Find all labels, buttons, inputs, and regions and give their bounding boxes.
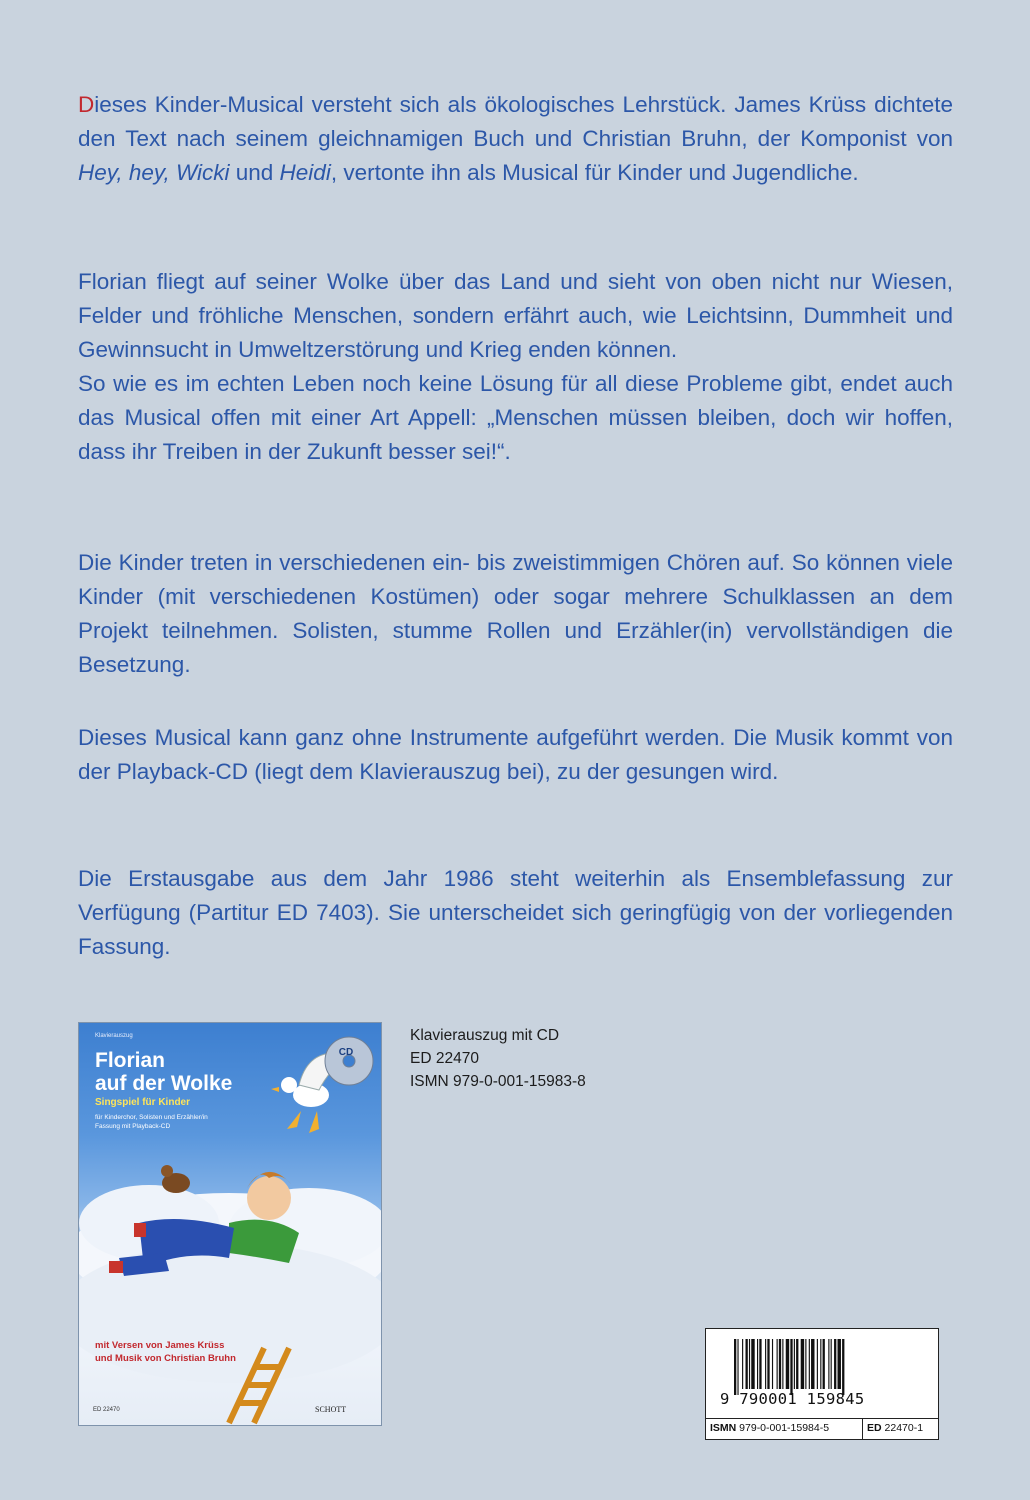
ismn-label: ISMN — [710, 1422, 737, 1434]
barcode-bar — [809, 1339, 810, 1389]
barcode-bar — [782, 1339, 783, 1389]
intro-paragraph — [78, 88, 953, 190]
product-ismn: ISMN 979-0-001-15983-8 — [410, 1073, 586, 1090]
barcode-bar — [742, 1339, 743, 1389]
title-heidi: Heidi — [279, 160, 331, 185]
barcode-bar — [779, 1339, 781, 1389]
story-text: Florian fliegt auf seiner Wolke über das Land und sieht von oben nicht nur Wiesen, Felder und fröhliche Menschen, sondern erfährt auch, wie Leichtsinn, Dummheit und Gewinnsucht in Umweltzerstörung und Krieg enden können. — [78, 269, 953, 362]
barcode-bar — [772, 1339, 773, 1389]
cover-edition-label: Klavierauszug — [95, 1033, 133, 1039]
cover-credits — [95, 1339, 236, 1365]
barcode-bar — [759, 1339, 761, 1389]
cover-title-line1: Florian — [95, 1049, 166, 1072]
cover-desc-line1: für Kinderchor, Solisten und Erzähler/in — [95, 1114, 208, 1121]
drop-initial: D — [78, 92, 95, 117]
ismn-value: 979-0-001-15984-5 — [739, 1422, 830, 1434]
cd-badge: CD — [338, 1047, 354, 1058]
barcode-vertical-divider — [862, 1418, 863, 1439]
cover-description — [95, 1113, 208, 1131]
intro-text-a: ieses Kinder-Musical versteht sich als ökologisches Lehrstück. James Krüss dichtete den Text nach seinem gleichnamigen Buch und Christian Bruhn, der Komponist von — [78, 92, 953, 151]
barcode-bar — [796, 1339, 798, 1389]
barcode-digits: 9 790001 159845 — [720, 1390, 865, 1408]
ed-value: 22470-1 — [884, 1422, 924, 1434]
cover-credits-line1: mit Versen von James Krüss — [95, 1340, 225, 1351]
ed-label: ED — [867, 1422, 882, 1434]
intro-text-c: , vertonte ihn als Musical für Kinder und Jugendliche. — [330, 160, 859, 185]
product-format: Klavierauszug mit CD — [410, 1027, 560, 1044]
barcode-bar — [734, 1339, 736, 1395]
cover-subtitle: Singspiel für Kinder — [95, 1097, 191, 1108]
barcode-ismn — [710, 1422, 829, 1434]
product-info — [410, 1024, 586, 1093]
cast-paragraph — [78, 546, 953, 682]
cover-title-line2: auf der Wolke — [95, 1072, 233, 1095]
barcode-label — [705, 1328, 939, 1440]
barcode-bars — [734, 1339, 924, 1395]
barcode-bar — [757, 1339, 758, 1389]
barcode-bar — [838, 1339, 841, 1389]
edition-text: Die Erstausgabe aus dem Jahr 1986 steht weiterhin als Ensemblefassung zur Verfügung (Partitur ED 7403). Sie unterscheidet sich geringfügig von der vorliegenden Fassung. — [78, 866, 953, 959]
cover-code: ED 22470 — [93, 1407, 120, 1413]
barcode-bar — [737, 1339, 738, 1395]
barcode-bar — [767, 1339, 769, 1389]
barcode-bar — [834, 1339, 836, 1389]
barcode-bar — [777, 1339, 778, 1389]
barcode-bar — [811, 1339, 814, 1389]
cover-credits-line2: und Musik von Christian Bruhn — [95, 1353, 236, 1364]
barcode-bar — [823, 1339, 825, 1389]
barcode-bar — [794, 1339, 795, 1389]
edition-paragraph — [78, 862, 953, 964]
barcode-bar — [842, 1339, 844, 1395]
product-edition: ED 22470 — [410, 1050, 479, 1067]
cast-text: Die Kinder treten in verschiedenen ein- bis zweistimmigen Chören auf. So können viele Kinder (mit verschiedenen Kostümen) oder sogar mehrere Schulklassen an dem Projekt teilnehmen. Solisten, stumme Rollen und Erzähler(in) vervollständigen die Besetzung. — [78, 550, 953, 677]
barcode-bar — [817, 1339, 818, 1389]
story-paragraph — [78, 265, 953, 469]
barcode-bar — [790, 1339, 792, 1395]
playback-text: Dieses Musical kann ganz ohne Instrumente aufgeführt werden. Die Musik kommt von der Playback-CD (liegt dem Klavierauszug bei), zu der gesungen wird. — [78, 725, 953, 784]
barcode-bar — [751, 1339, 754, 1389]
appeal-text: So wie es im echten Leben noch keine Lösung für all diese Probleme gibt, endet auch das Musical offen mit einer Art Appell: „Menschen müssen bleiben, doch wir hoffen, dass ihr Treiben in der Zukunft besser sei!“. — [78, 371, 953, 464]
intro-text-b: und — [229, 160, 280, 185]
title-hey-hey-wicki: Hey, hey, Wicki — [78, 160, 230, 185]
cover-desc-line2: Fassung mit Playback-CD — [95, 1123, 171, 1130]
barcode-bar — [805, 1339, 806, 1389]
barcode-ed — [867, 1422, 923, 1434]
cover-title — [95, 1049, 232, 1095]
playback-paragraph — [78, 721, 953, 789]
barcode-bar — [831, 1339, 832, 1389]
barcode-bar — [765, 1339, 766, 1389]
barcode-bar — [786, 1339, 789, 1389]
publisher-logo: SCHOTT — [315, 1405, 347, 1414]
barcode-bar — [749, 1339, 750, 1389]
barcode-bar — [820, 1339, 821, 1389]
barcode-bar — [828, 1339, 829, 1389]
barcode-bar — [746, 1339, 748, 1389]
barcode-divider — [706, 1418, 938, 1419]
barcode-bar — [801, 1339, 804, 1389]
cover-thumbnail — [78, 1022, 382, 1426]
